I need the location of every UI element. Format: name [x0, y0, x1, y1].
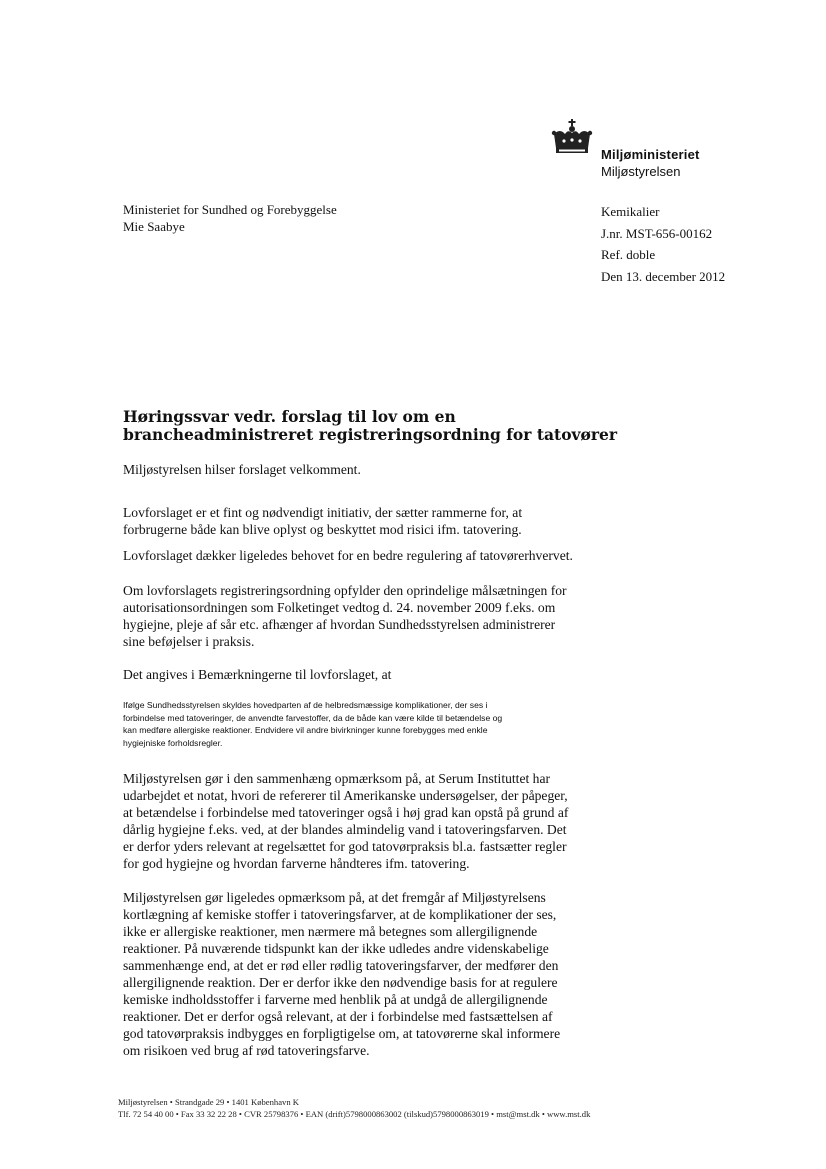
paragraph-line: allergilignende reaktion. Der er derfor ikke den nødvendige basis for at regulere: [123, 975, 558, 990]
quote-line: forbindelse med tatoveringer, de anvendte farvestoffer, da de både kan være kilde til betændelse og: [123, 712, 503, 723]
paragraph-3: [123, 547, 723, 564]
agency-name: Miljøstyrelsen: [601, 164, 681, 179]
paragraph-4: [123, 582, 643, 650]
paragraph-5: [123, 666, 643, 683]
recipient-organization: Ministeriet for Sundhed og Forebyggelse: [123, 202, 337, 217]
title-line-2: brancheadministreret registreringsordning for tatovører: [123, 425, 618, 444]
paragraph-1: [123, 461, 643, 478]
paragraph-line: sammenhænge end, at det er rød eller rødlig tatoveringsfarver, der medfører den: [123, 958, 559, 973]
paragraph-line: hygiejne, pleje af sår etc. afhænger af hvordan Sundhedsstyrelsen administrerer: [123, 617, 556, 632]
paragraph-line: ikke er allergiske reaktioner, men nærmere må betegnes som allergilignende: [123, 924, 538, 939]
recipient-block: [123, 201, 337, 235]
letterhead-brand: [601, 146, 700, 180]
paragraph-line: autorisationsordningen som Folketinget vedtog d. 24. november 2009 f.eks. om: [123, 600, 556, 615]
paragraph-line: forbrugerne både kan blive oplyst og beskyttet mod risici ifm. tatovering.: [123, 522, 522, 537]
paragraph-line: er derfor yders relevant at regelsættet for god tatovørpraksis bl.a. fastsætter regler: [123, 839, 567, 854]
paragraph-line: udarbejdet et notat, hvori de refererer til Amerikanske undersøgelser, der påpeger,: [123, 788, 568, 803]
quoted-excerpt: [123, 699, 603, 749]
paragraph-line: Om lovforslagets registreringsordning opfylder den oprindelige målsætningen for: [123, 583, 567, 598]
paragraph-line: dårlig hygiejne f.eks. ved, at der blandes almindelig vand i tatoveringsfarven. Det: [123, 822, 567, 837]
paragraph-line: om risikoen ved brug af rød tatoveringsfarve.: [123, 1043, 370, 1058]
paragraph-line: Miljøstyrelsen gør ligeledes opmærksom på, at det fremgår af Miljøstyrelsens: [123, 890, 546, 905]
paragraph-line: Lovforslaget er et fint og nødvendigt initiativ, der sætter rammerne for, at: [123, 505, 523, 520]
title-line-1: Høringssvar vedr. forslag til lov om en: [123, 407, 456, 426]
paragraph-line: reaktioner. På nuværende tidspunkt kan der ikke udledes andre videnskabelige: [123, 941, 549, 956]
paragraph-line: for god hygiejne og hvordan farverne håndteres ifm. tatovering.: [123, 856, 470, 871]
quote-line: hygiejniske forholdsregler.: [123, 737, 223, 748]
journal-number: J.nr. MST-656-00162: [601, 225, 713, 241]
paragraph-line: reaktioner. Det er derfor også relevant, at der i forbindelse med fastsættelsen af: [123, 1009, 553, 1024]
paragraph-line: Det angives i Bemærkningerne til lovforslaget, at: [123, 667, 392, 682]
paragraph-line: god tatovørpraksis indbygges en forpligtigelse om, at tatovørerne skal informere: [123, 1026, 561, 1041]
reference-block: [601, 201, 725, 287]
letter-date: Den 13. december 2012: [601, 268, 726, 284]
paragraph-line: kemiske indholdsstoffer i farverne med henblik på at undgå de allergilignende: [123, 992, 548, 1007]
ministry-name: Miljøministeriet: [601, 147, 700, 162]
paragraph-6: [123, 770, 683, 872]
paragraph-line: Lovforslaget dækker ligeledes behovet for en bedre regulering af tatovørerhvervet.: [123, 548, 573, 563]
quote-line: kan medføre allergiske reaktioner. Endvidere vil andre bivirkninger kunne forebygges med enkle: [123, 725, 488, 735]
footer-contact: Tlf. 72 54 40 00 • Fax 33 32 22 28 • CVR 25798376 • EAN (drift)5798000863002 (tilskud)5798000863019 • mst@mst.dk • www.mst.dk: [118, 1108, 591, 1119]
crown-logo-icon: [550, 118, 594, 158]
document-title: [123, 408, 743, 444]
paragraph-2: [123, 504, 643, 538]
crown-logo: [550, 118, 594, 158]
paragraph-7: [123, 889, 683, 1059]
footer-address: Miljøstyrelsen • Strandgade 29 • 1401 København K: [118, 1097, 299, 1107]
reference: Ref. doble: [601, 247, 656, 262]
recipient-person: Mie Saabye: [123, 219, 185, 234]
page-footer: [118, 1097, 590, 1120]
paragraph-line: at betændelse i forbindelse med tatoveringer også i høj grad kan opstå på grund af: [123, 805, 569, 820]
paragraph-line: Miljøstyrelsen hilser forslaget velkomment.: [123, 462, 361, 477]
paragraph-line: sine beføjelser i praksis.: [123, 634, 255, 649]
department: Kemikalier: [601, 204, 660, 219]
quote-line: Ifølge Sundhedsstyrelsen skyldes hovedparten af de helbredsmæssige komplikationer, der ses i: [123, 700, 488, 710]
paragraph-line: kortlægning af kemiske stoffer i tatoveringsfarver, at de komplikationer der ses,: [123, 907, 557, 922]
paragraph-line: Miljøstyrelsen gør i den sammenhæng opmærksom på, at Serum Instituttet har: [123, 771, 551, 786]
